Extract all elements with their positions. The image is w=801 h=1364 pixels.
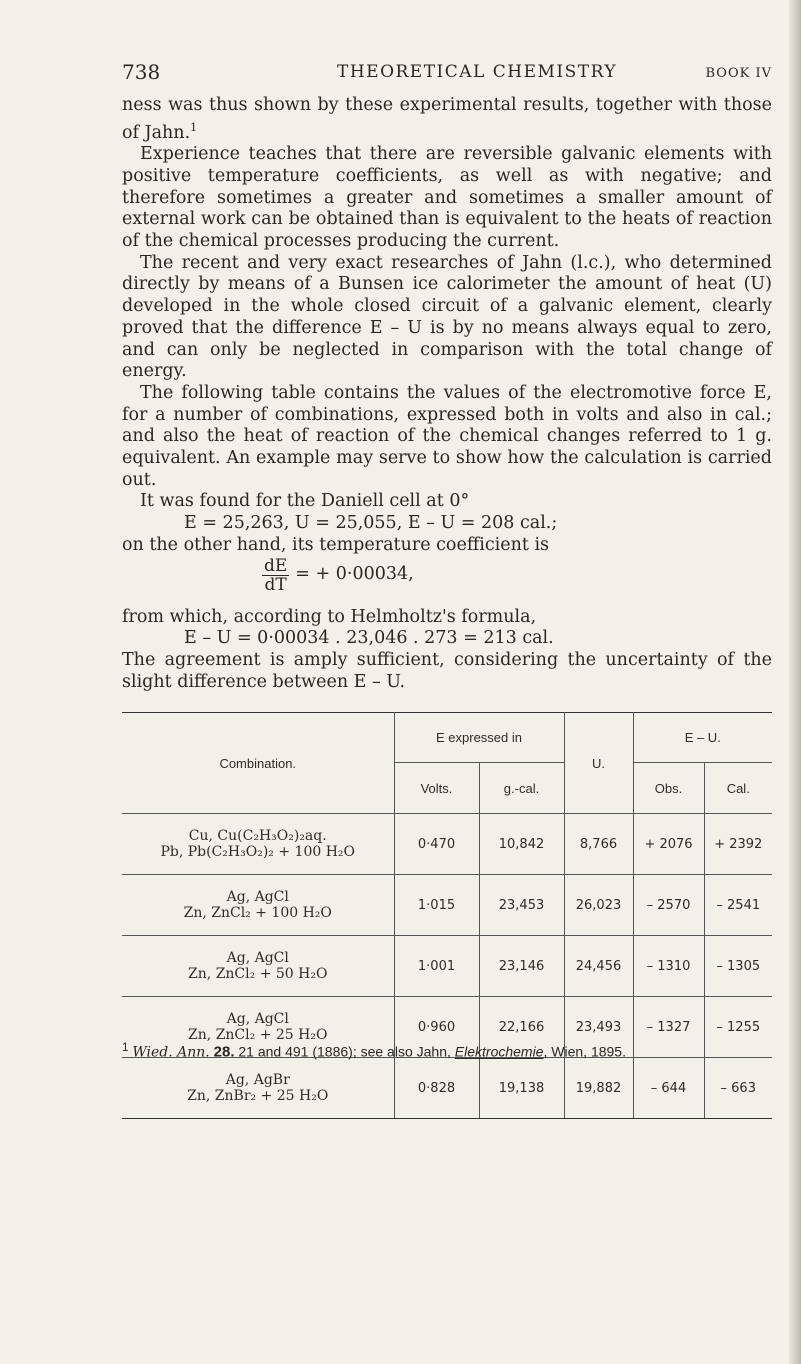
equation-daniell-values: E = 25,263, U = 25,055, E – U = 208 cal.; xyxy=(184,513,558,534)
cell-volts: 1·001 xyxy=(394,936,479,997)
table-row xyxy=(122,936,772,997)
footnote-ref: 1 xyxy=(190,120,198,134)
header-obs: Obs. xyxy=(633,763,704,814)
header-e-expressed: E expressed in xyxy=(394,713,564,763)
footnote-book: Elektrochemie xyxy=(454,1043,544,1060)
paragraph-agreement: The agreement is amply sufficient, considering the uncertainty of the slight difference between E – U. xyxy=(122,650,772,692)
cell-u: 26,023 xyxy=(564,875,633,936)
table-row xyxy=(122,814,772,875)
footnote-pages: 21 and 491 (1886); see also Jahn, xyxy=(238,1043,451,1060)
header-gcal: g.-cal. xyxy=(479,763,564,814)
cell-gcal: 22,166 xyxy=(479,997,564,1058)
cell-cal: – 1305 xyxy=(704,936,772,997)
table-row xyxy=(122,875,772,936)
cell-combination: Ag, AgCl Zn, ZnCl₂ + 100 H₂O xyxy=(122,875,394,936)
cell-gcal: 23,146 xyxy=(479,936,564,997)
paragraph-temp-coefficient: on the other hand, its temperature coefficient is xyxy=(122,534,550,555)
cell-u: 19,882 xyxy=(564,1058,633,1119)
equation-helmholtz: E – U = 0·00034 . 23,046 . 273 = 213 cal. xyxy=(184,628,554,649)
cell-u: 24,456 xyxy=(564,936,633,997)
paragraph-continuation: ness was thus shown by these experimental results, together with those of Jahn.$^1$ xyxy=(122,95,772,143)
cell-combination: Cu, Cu(C₂H₃O₂)₂aq. Pb, Pb(C₂H₃O₂)₂ + 100 H₂O xyxy=(122,814,394,875)
cell-u: 8,766 xyxy=(564,814,633,875)
fraction-numerator: dE xyxy=(264,555,288,576)
footnote-mark: 1 xyxy=(122,1041,129,1054)
cell-gcal: 19,138 xyxy=(479,1058,564,1119)
fraction-value: = + 0·00034, xyxy=(295,564,414,585)
fraction-denominator: dT xyxy=(264,574,287,595)
footnote-place: , Wien, 1895. xyxy=(543,1043,626,1060)
cell-combination: Ag, AgCl Zn, ZnCl₂ + 25 H₂O xyxy=(122,997,394,1058)
header-cal: Cal. xyxy=(704,763,772,814)
book-label: BOOK IV xyxy=(705,66,772,81)
cell-volts: 0·960 xyxy=(394,997,479,1058)
footnote xyxy=(122,1041,792,1061)
cell-gcal: 10,842 xyxy=(479,814,564,875)
cell-cal: + 2392 xyxy=(704,814,772,875)
cell-obs: – 1310 xyxy=(633,936,704,997)
running-title: THEORETICAL CHEMISTRY xyxy=(337,62,618,82)
cell-combination: Ag, AgCl Zn, ZnCl₂ + 50 H₂O xyxy=(122,936,394,997)
page-number: 738 xyxy=(122,60,161,84)
footnote-volume: 28. xyxy=(213,1043,235,1061)
cell-combination: Ag, AgBr Zn, ZnBr₂ + 25 H₂O xyxy=(122,1058,394,1119)
cell-obs: – 1327 xyxy=(633,997,704,1058)
cell-cal: – 1255 xyxy=(704,997,772,1058)
footnote-journal: Wied. Ann. xyxy=(132,1044,210,1061)
paragraph-helmholtz: from which, according to Helmholtz's formula, xyxy=(122,606,537,627)
cell-obs: – 2570 xyxy=(633,875,704,936)
paragraph-experience: Experience teaches that there are reversible galvanic elements with positive temperature coefficients, as well as with negative; and therefore sometimes a greater and sometimes a smaller amount of external work can be obtained than is equivalent to the heats of reaction of the chemical processes producing the current. xyxy=(122,144,772,252)
table-row xyxy=(122,1058,772,1119)
running-header xyxy=(122,60,772,90)
header-e-minus-u: E – U. xyxy=(633,713,772,763)
body-text xyxy=(122,95,772,693)
header-combination: Combination. xyxy=(122,713,394,814)
cell-cal: – 663 xyxy=(704,1058,772,1119)
cell-volts: 0·828 xyxy=(394,1058,479,1119)
cell-gcal: 23,453 xyxy=(479,875,564,936)
equation-temp-coefficient xyxy=(122,557,772,607)
cell-obs: + 2076 xyxy=(633,814,704,875)
cell-u: 23,493 xyxy=(564,997,633,1058)
paragraph-daniell: It was found for the Daniell cell at 0° xyxy=(140,491,470,512)
cell-obs: – 644 xyxy=(633,1058,704,1119)
paragraph-jahn-research: The recent and very exact researches of Jahn (l.c.), who determined directly by means of a Bunsen ice calorimeter the amount of heat (U) developed in the whole closed circuit of a galvanic element, clearly proved that the difference E – U is by no means always equal to zero, and can only be neglected in comparison with the total change of energy. xyxy=(122,252,772,382)
cell-volts: 1·015 xyxy=(394,875,479,936)
cell-cal: – 2541 xyxy=(704,875,772,936)
header-u: U. xyxy=(564,713,633,814)
cell-volts: 0·470 xyxy=(394,814,479,875)
header-volts: Volts. xyxy=(394,763,479,814)
paragraph-table-intro: The following table contains the values of the electromotive force E, for a number of combinations, expressed both in volts and also in cal.; and also the heat of reaction of the chemical changes referred to 1 g. equivalent. An example may serve to show how the calculation is carried out. xyxy=(122,382,772,490)
